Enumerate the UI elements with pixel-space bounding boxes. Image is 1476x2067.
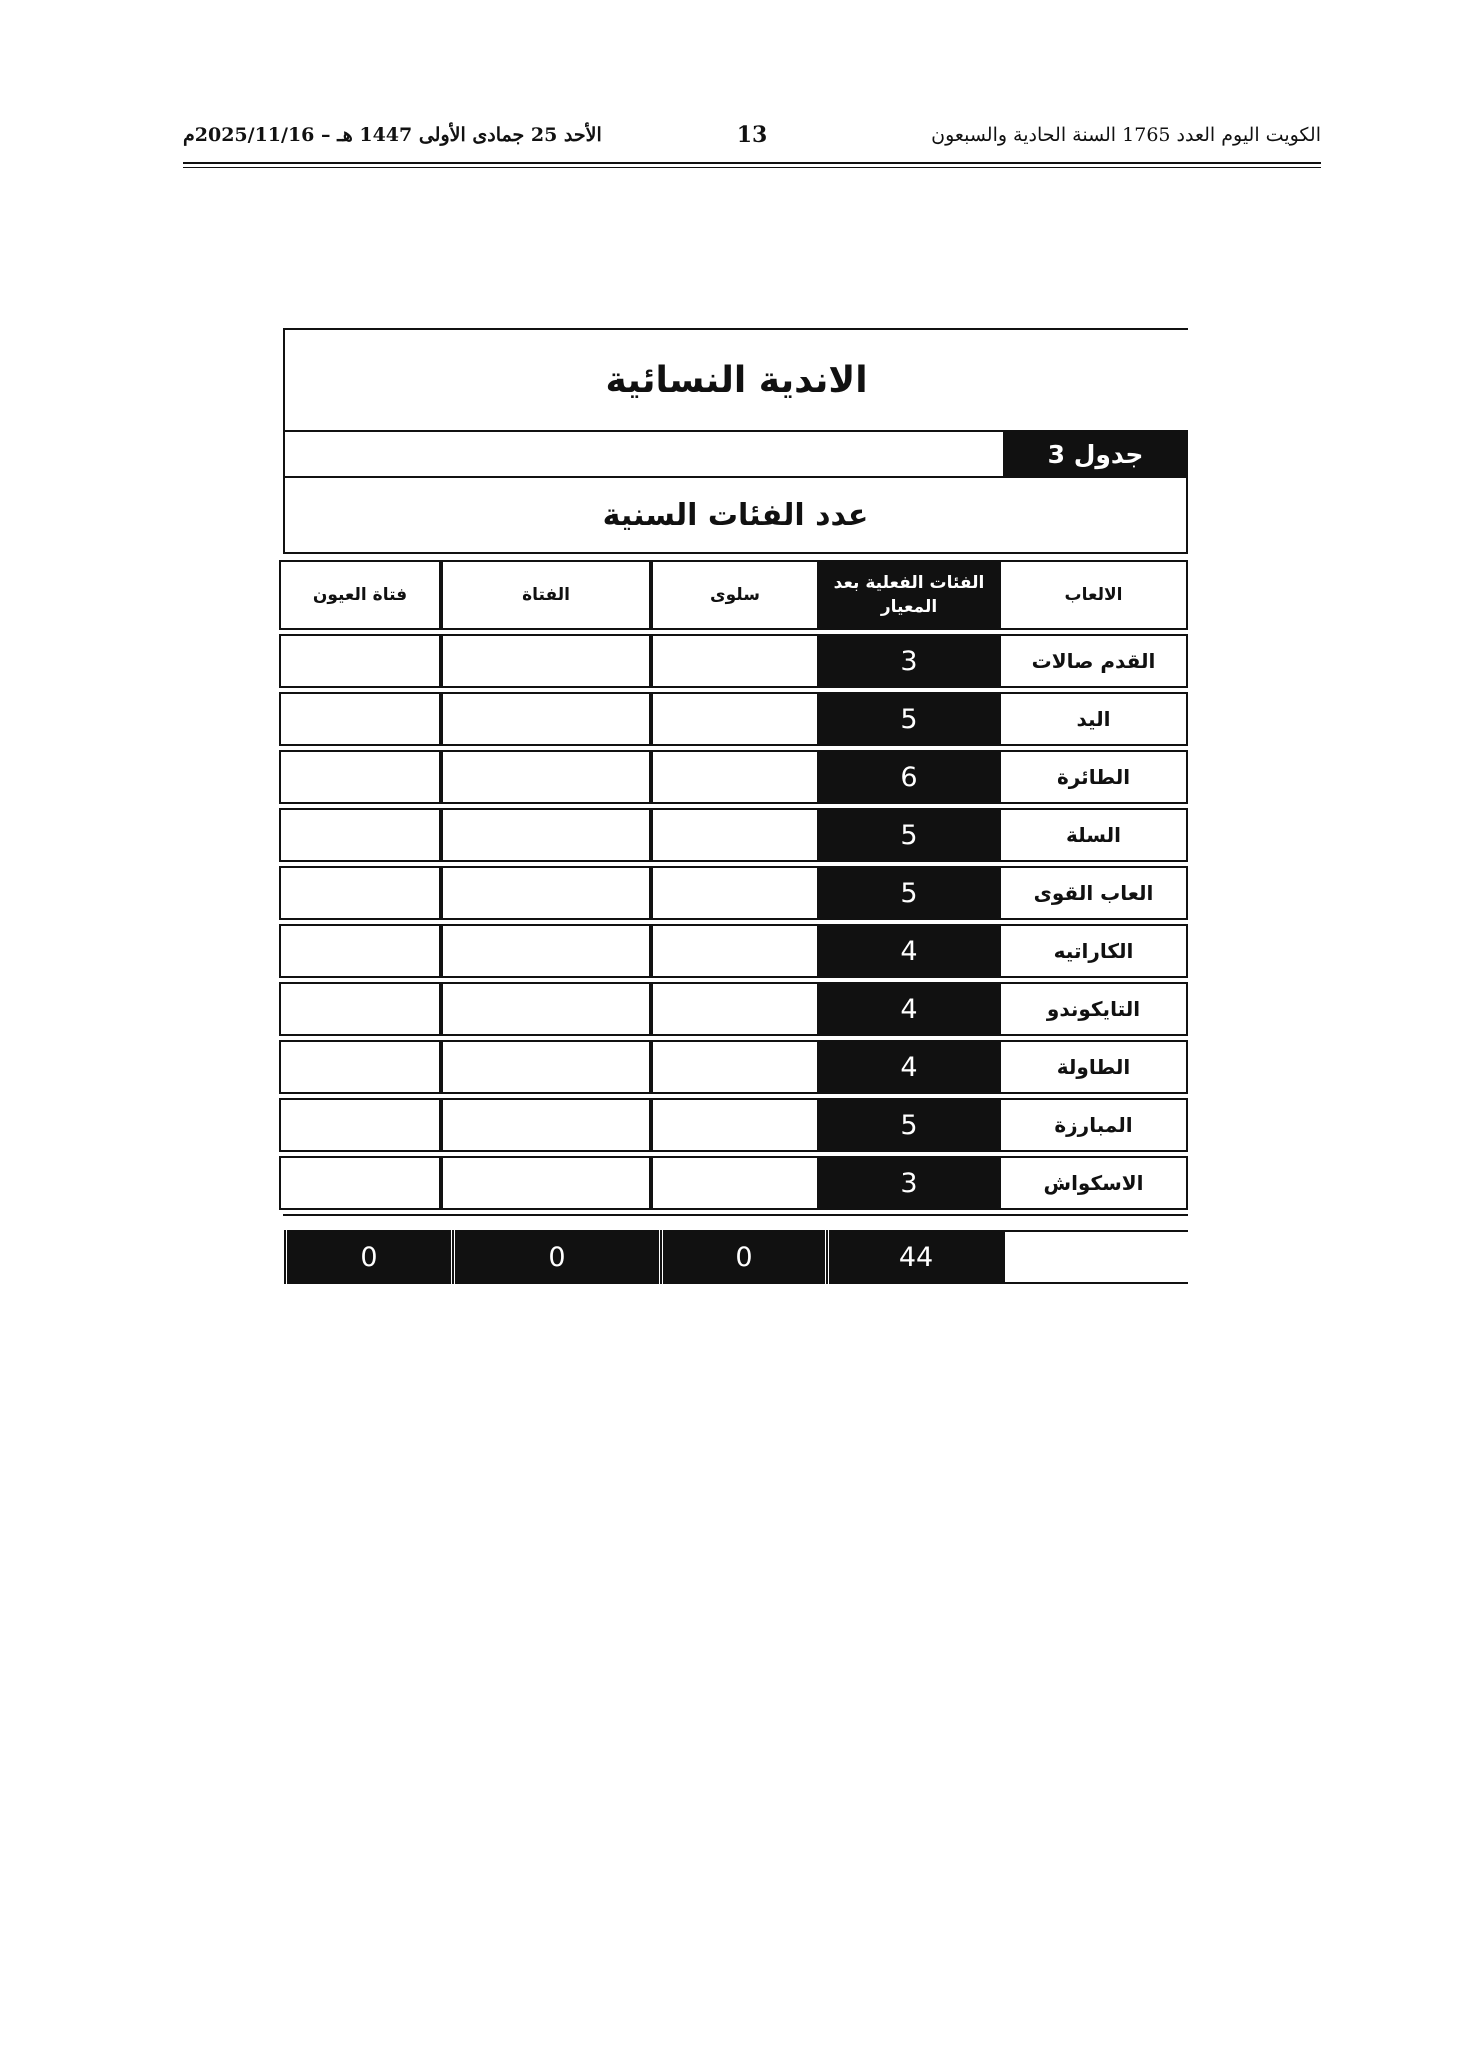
- table-number-blank: [285, 432, 1003, 476]
- category-cell: [441, 1098, 651, 1152]
- top-cell: [279, 924, 441, 978]
- top-cell: [279, 750, 441, 804]
- page-number: 13: [736, 122, 768, 148]
- table-row: [279, 808, 1188, 862]
- actual-value: 5: [819, 692, 999, 746]
- game-name: السلة: [999, 808, 1188, 862]
- game-name: الطائرة: [999, 750, 1188, 804]
- col-header-game: الالعاب: [999, 560, 1188, 630]
- top-cell: [279, 634, 441, 688]
- top-cell: [279, 866, 441, 920]
- level-cell: [651, 808, 819, 862]
- table-row: [279, 692, 1188, 746]
- actual-value: 6: [819, 750, 999, 804]
- actual-value: 5: [819, 808, 999, 862]
- game-name: الكاراتيه: [999, 924, 1188, 978]
- category-cell: [441, 808, 651, 862]
- scanned-table: [283, 328, 1188, 1284]
- actual-value: 4: [819, 982, 999, 1036]
- col-header-top: فتاة العيون: [279, 560, 441, 630]
- top-cell: [279, 1040, 441, 1094]
- actual-value: 3: [819, 1156, 999, 1210]
- totals-label-blank: [1003, 1230, 1188, 1284]
- top-cell: [279, 808, 441, 862]
- category-cell: [441, 692, 651, 746]
- table-row: [279, 634, 1188, 688]
- col-header-actual: الفئات الفعلية بعد المعيار: [819, 560, 999, 630]
- category-cell: [441, 1156, 651, 1210]
- header-rule-thin: [183, 167, 1321, 168]
- total-actual: 44: [825, 1230, 1003, 1284]
- table-number-label: جدول 3: [1003, 432, 1188, 476]
- total-category: 0: [451, 1230, 659, 1284]
- table-row: [279, 750, 1188, 804]
- game-name: التايكوندو: [999, 982, 1188, 1036]
- top-cell: [279, 692, 441, 746]
- game-name: الاسكواش: [999, 1156, 1188, 1210]
- publication-info: الكويت اليوم العدد 1765 السنة الحادية والسبعون: [931, 124, 1321, 146]
- level-cell: [651, 692, 819, 746]
- table-row: [279, 924, 1188, 978]
- game-name: اليد: [999, 692, 1188, 746]
- level-cell: [651, 1156, 819, 1210]
- total-level: 0: [659, 1230, 825, 1284]
- category-cell: [441, 924, 651, 978]
- category-cell: [441, 866, 651, 920]
- actual-value: 5: [819, 1098, 999, 1152]
- totals-row: [283, 1230, 1188, 1284]
- game-name: العاب القوى: [999, 866, 1188, 920]
- actual-value: 4: [819, 924, 999, 978]
- top-cell: [279, 1156, 441, 1210]
- header-rule: [183, 162, 1321, 164]
- level-cell: [651, 1040, 819, 1094]
- page-header: [183, 118, 1321, 162]
- table-subtitle: عدد الفئات السنية: [283, 478, 1188, 554]
- categories-table: [279, 556, 1188, 1214]
- table-header-row: [279, 560, 1188, 630]
- table-row: [279, 982, 1188, 1036]
- level-cell: [651, 866, 819, 920]
- top-cell: [279, 1098, 441, 1152]
- category-cell: [441, 982, 651, 1036]
- issue-date: الأحد 25 جمادى الأولى 1447 هـ – 2025/11/16م: [183, 124, 602, 146]
- table-row: [279, 866, 1188, 920]
- totals-separator: [283, 1214, 1188, 1230]
- col-header-category: الفتاة: [441, 560, 651, 630]
- level-cell: [651, 982, 819, 1036]
- category-cell: [441, 1040, 651, 1094]
- level-cell: [651, 750, 819, 804]
- table-number-row: [283, 430, 1188, 478]
- game-name: القدم صالات: [999, 634, 1188, 688]
- table-row: [279, 1098, 1188, 1152]
- game-name: المبارزة: [999, 1098, 1188, 1152]
- total-top: 0: [283, 1230, 451, 1284]
- game-name: الطاولة: [999, 1040, 1188, 1094]
- actual-value: 3: [819, 634, 999, 688]
- table-row: [279, 1040, 1188, 1094]
- actual-value: 4: [819, 1040, 999, 1094]
- col-header-level: سلوى: [651, 560, 819, 630]
- top-cell: [279, 982, 441, 1036]
- level-cell: [651, 924, 819, 978]
- category-cell: [441, 750, 651, 804]
- category-cell: [441, 634, 651, 688]
- table-title: الاندية النسائية: [283, 330, 1188, 430]
- table-row: [279, 1156, 1188, 1210]
- level-cell: [651, 634, 819, 688]
- level-cell: [651, 1098, 819, 1152]
- actual-value: 5: [819, 866, 999, 920]
